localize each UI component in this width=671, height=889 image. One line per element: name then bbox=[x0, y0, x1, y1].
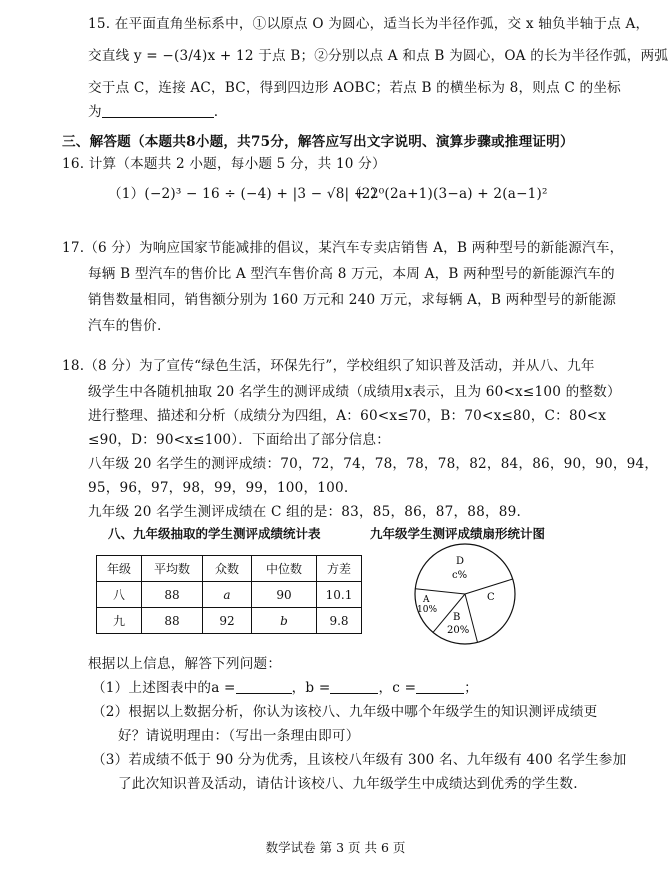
table-cell: a bbox=[203, 582, 252, 608]
q15-line2: 交直线 y = −(3/4)x + 12 于点 B；②分别以点 A 和点 B 为圆心，OA 的长为半径作弧，两弧 bbox=[88, 48, 669, 64]
q15-line4 bbox=[88, 100, 218, 120]
q18-line6: 95，96，97，98，99，99，100，100. bbox=[88, 480, 349, 496]
pie-label-c: C bbox=[487, 592, 495, 603]
answer-blank-b[interactable] bbox=[330, 681, 378, 694]
table-header-cell: 方差 bbox=[317, 556, 362, 582]
q18-sub2-line2: 好？请说明理由：（写出一条理由即可） bbox=[118, 728, 360, 744]
q18-line7: 九年级 20 名学生测评成绩在 C 组的是：83，85，86，87，88，89. bbox=[88, 504, 521, 520]
q18-sub1-d: ； bbox=[464, 680, 478, 696]
q18-sub1-b: ，b = bbox=[291, 680, 331, 696]
q17-line4: 汽车的售价. bbox=[88, 318, 162, 334]
q16-part2: （2）(2a+1)(3−a) + 2(a−1)² bbox=[348, 186, 548, 202]
q18-line5: 八年级 20 名学生的测评成绩：70，72，74，78，78，78，82，84，86，90，90，94， bbox=[88, 456, 659, 472]
q18-line4: ≤90，D：90<x≤100）．下面给出了部分信息： bbox=[88, 432, 390, 448]
q17-line3: 销售数量相同，销售额分别为 160 万元和 240 万元，求每辆 A，B 两种型号的新能源 bbox=[88, 292, 617, 308]
table-header-row bbox=[97, 556, 362, 582]
answer-blank-c[interactable] bbox=[416, 681, 464, 694]
table-cell: 九 bbox=[97, 608, 142, 634]
q17-line1: 17.（6 分）为响应国家节能减排的倡议，某汽车专卖店销售 A，B 两种型号的新能源汽车， bbox=[62, 240, 624, 256]
pie-divider bbox=[415, 589, 465, 594]
table-header-cell: 年级 bbox=[97, 556, 142, 582]
table-cell: 88 bbox=[142, 582, 203, 608]
pie-label-a: A bbox=[423, 595, 430, 605]
pie-chart bbox=[405, 538, 535, 648]
q18-line2: 级学生中各随机抽取 20 名学生的测评成绩（成绩用x表示，且为 60<x≤100 的整数） bbox=[88, 384, 621, 400]
q18-sub3-line2: 了此次知识普及活动，请估计该校八、九年级学生中成绩达到优秀的学生数. bbox=[118, 776, 578, 792]
table-header-cell: 平均数 bbox=[142, 556, 203, 582]
pie-caption: 九年级学生测评成绩扇形统计图 bbox=[370, 526, 546, 541]
table-cell: 88 bbox=[142, 608, 203, 634]
table-cell: 90 bbox=[252, 582, 317, 608]
table-header-cell: 中位数 bbox=[252, 556, 317, 582]
answer-blank-a[interactable] bbox=[236, 681, 292, 694]
table-row bbox=[97, 608, 362, 634]
pie-pct-a: 10% bbox=[417, 605, 438, 615]
q18-sub2-line1: （2）根据以上数据分析，你认为该校八、九年级中哪个年级学生的知识测评成绩更 bbox=[92, 704, 598, 720]
q17-line2: 每辆 B 型汽车的售价比 A 型汽车售价高 8 万元，本周 A，B 两种型号的新能源汽车的 bbox=[88, 266, 615, 282]
q18-ask: 根据以上信息，解答下列问题： bbox=[88, 656, 282, 672]
q15-line3: 交于点 C，连接 AC，BC，得到四边形 AOBC；若点 B 的横坐标为 8，则点 C 的坐标 bbox=[88, 80, 621, 96]
pie-label-b: B bbox=[453, 612, 461, 623]
pie-pct-b: 20% bbox=[447, 625, 470, 636]
q18-sub1-a: （1）上述图表中的a = bbox=[92, 680, 236, 696]
table-cell: 9.8 bbox=[317, 608, 362, 634]
table-cell: 八 bbox=[97, 582, 142, 608]
q15-line1: 15. 在平面直角坐标系中，①以原点 O 为圆心，适当长为半径作弧，交 x 轴负半轴于点 A， bbox=[88, 16, 650, 32]
q15-prefix: 为 bbox=[88, 104, 102, 120]
q18-line1: 18.（8 分）为了宣传“绿色生活，环保先行”，学校组织了知识普及活动，并从八、九年 bbox=[62, 358, 595, 374]
q15-suffix: . bbox=[213, 104, 219, 120]
q16-header: 16. 计算（本题共 2 小题，每小题 5 分，共 10 分） bbox=[62, 156, 386, 172]
table-header-cell: 众数 bbox=[203, 556, 252, 582]
stats-table bbox=[96, 555, 362, 634]
q18-sub1-c: ，c = bbox=[378, 680, 417, 696]
table-cell: 92 bbox=[203, 608, 252, 634]
q16-part1: （1）(−2)³ − 16 ÷ (−4) + |3 − √8| + 2⁰ bbox=[108, 186, 385, 202]
pie-label-d: D bbox=[456, 556, 465, 567]
page-footer: 数学试卷 第 3 页 共 6 页 bbox=[265, 840, 406, 855]
q18-sub1 bbox=[92, 676, 478, 696]
table-cell: 10.1 bbox=[317, 582, 362, 608]
table-row bbox=[97, 582, 362, 608]
table-cell: b bbox=[252, 608, 317, 634]
table-caption: 八、九年级抽取的学生测评成绩统计表 bbox=[108, 526, 321, 541]
q15-answer-blank[interactable] bbox=[102, 105, 214, 118]
q18-sub3-line1: （3）若成绩不低于 90 分为优秀，且该校八年级有 300 名、九年级有 400 名学生参加 bbox=[92, 752, 627, 768]
q18-line3: 进行整理、描述和分析（成绩分为四组，A：60<x≤70，B：70<x≤80，C：80<x bbox=[88, 408, 607, 424]
pie-pct-d: c% bbox=[452, 570, 468, 581]
section-3-header: 三、解答题（本题共8小题，共75分，解答应写出文字说明、演算步骤或推理证明） bbox=[62, 134, 574, 150]
